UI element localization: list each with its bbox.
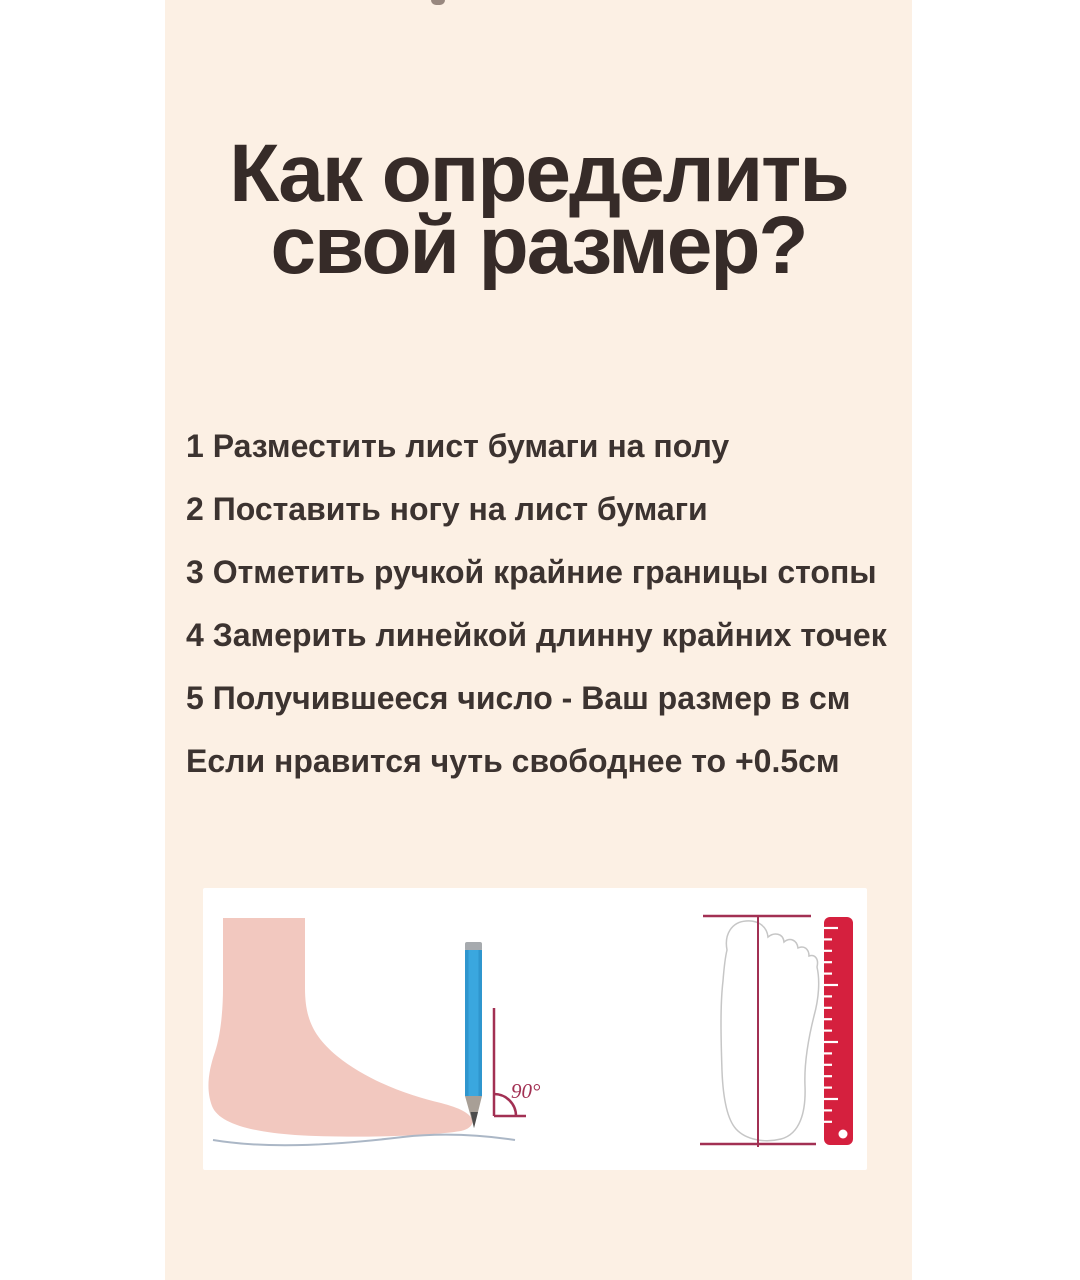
page-title-line2: свой размер? [270,200,807,291]
ruler-icon [824,917,853,1145]
step-list [186,427,896,805]
step-item-3: 3 Отметить ручкой крайние границы стопы [186,554,877,590]
angle-degree-label: 90° [511,1079,541,1103]
measurement-illustration-panel [203,888,867,1170]
step-item-5: 5 Получившееся число - Ваш размер в см [186,680,851,716]
page-title [165,128,912,291]
foot-outline-icon [721,921,819,1141]
step-item-4: 4 Замерить линейкой длинну крайних точек [186,617,887,653]
step-item-1: 1 Разместить лист бумаги на полу [186,428,730,464]
measure-lines [700,916,816,1147]
angle-90-icon [494,1008,541,1116]
step-item-2: 2 Поставить ногу на лист бумаги [186,491,708,527]
ruler-hole [839,1130,848,1139]
pencil-icon [465,942,482,1128]
step-item-note: Если нравится чуть свободнее то +0.5см [186,743,840,779]
page-title-line1: Как определить [229,128,848,219]
